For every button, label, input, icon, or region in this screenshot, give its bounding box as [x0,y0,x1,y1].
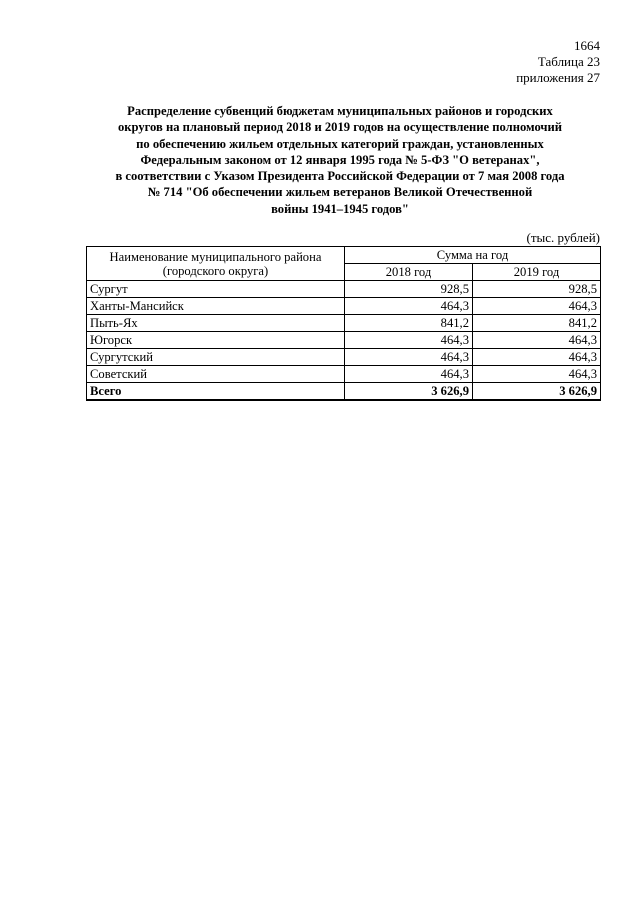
row-name: Югорск [87,332,345,349]
table-row [87,349,601,366]
title-line: в соответствии с Указом Президента Российской Федерации от 7 мая 2008 года [115,169,565,184]
row-2018: 928,5 [345,281,473,298]
header-name-line1: Наименование муниципального района [109,249,322,264]
row-name: Советский [87,366,345,383]
table-row [87,366,601,383]
row-name: Сургутский [87,349,345,366]
row-2018: 464,3 [345,349,473,366]
page-header [516,38,600,86]
title-line: Распределение субвенций бюджетам муниципальных районов и городских [127,104,553,118]
row-2018: 464,3 [345,366,473,383]
row-2018: 841,2 [345,315,473,332]
header-name-line2: (городского округа) [162,263,269,278]
row-2019: 841,2 [473,315,601,332]
row-name: Пыть-Ях [87,315,345,332]
table-row [87,281,601,298]
units-label: (тыс. рублей) [526,230,600,245]
row-2019: 464,3 [473,332,601,349]
title-line: округов на плановый период 2018 и 2019 годов на осуществление полномочий [117,120,563,135]
table-header-row [87,247,601,264]
table-row [87,298,601,315]
title-line: по обеспечению жильем отдельных категорий граждан, установленных [136,136,544,151]
row-2019: 928,5 [473,281,601,298]
row-2019: 464,3 [473,366,601,383]
total-2018: 3 626,9 [345,383,473,401]
total-name: Всего [87,383,345,401]
row-name: Сургут [87,281,345,298]
row-2018: 464,3 [345,298,473,315]
title-line: № 714 "Об обеспечении жильем ветеранов Великой Отечественной [147,185,533,200]
header-name-cell [87,247,345,281]
total-2019: 3 626,9 [473,383,601,401]
row-2019: 464,3 [473,349,601,366]
header-year-2019: 2019 год [473,264,601,281]
title-line: войны 1941–1945 годов" [271,201,409,216]
row-2018: 464,3 [345,332,473,349]
table-total-row [87,383,601,401]
table-row [87,332,601,349]
table-row [87,315,601,332]
header-sum-cell: Сумма на год [345,247,601,264]
row-2019: 464,3 [473,298,601,315]
document-title [80,103,600,217]
appendix-label: приложения 27 [516,70,600,85]
header-year-2018: 2018 год [345,264,473,281]
page-number: 1664 [574,38,600,53]
subvention-table [86,246,601,401]
row-name: Ханты-Мансийск [87,298,345,315]
table-label: Таблица 23 [537,54,600,69]
title-line: Федеральным законом от 12 января 1995 года № 5-ФЗ "О ветеранах", [140,152,540,167]
